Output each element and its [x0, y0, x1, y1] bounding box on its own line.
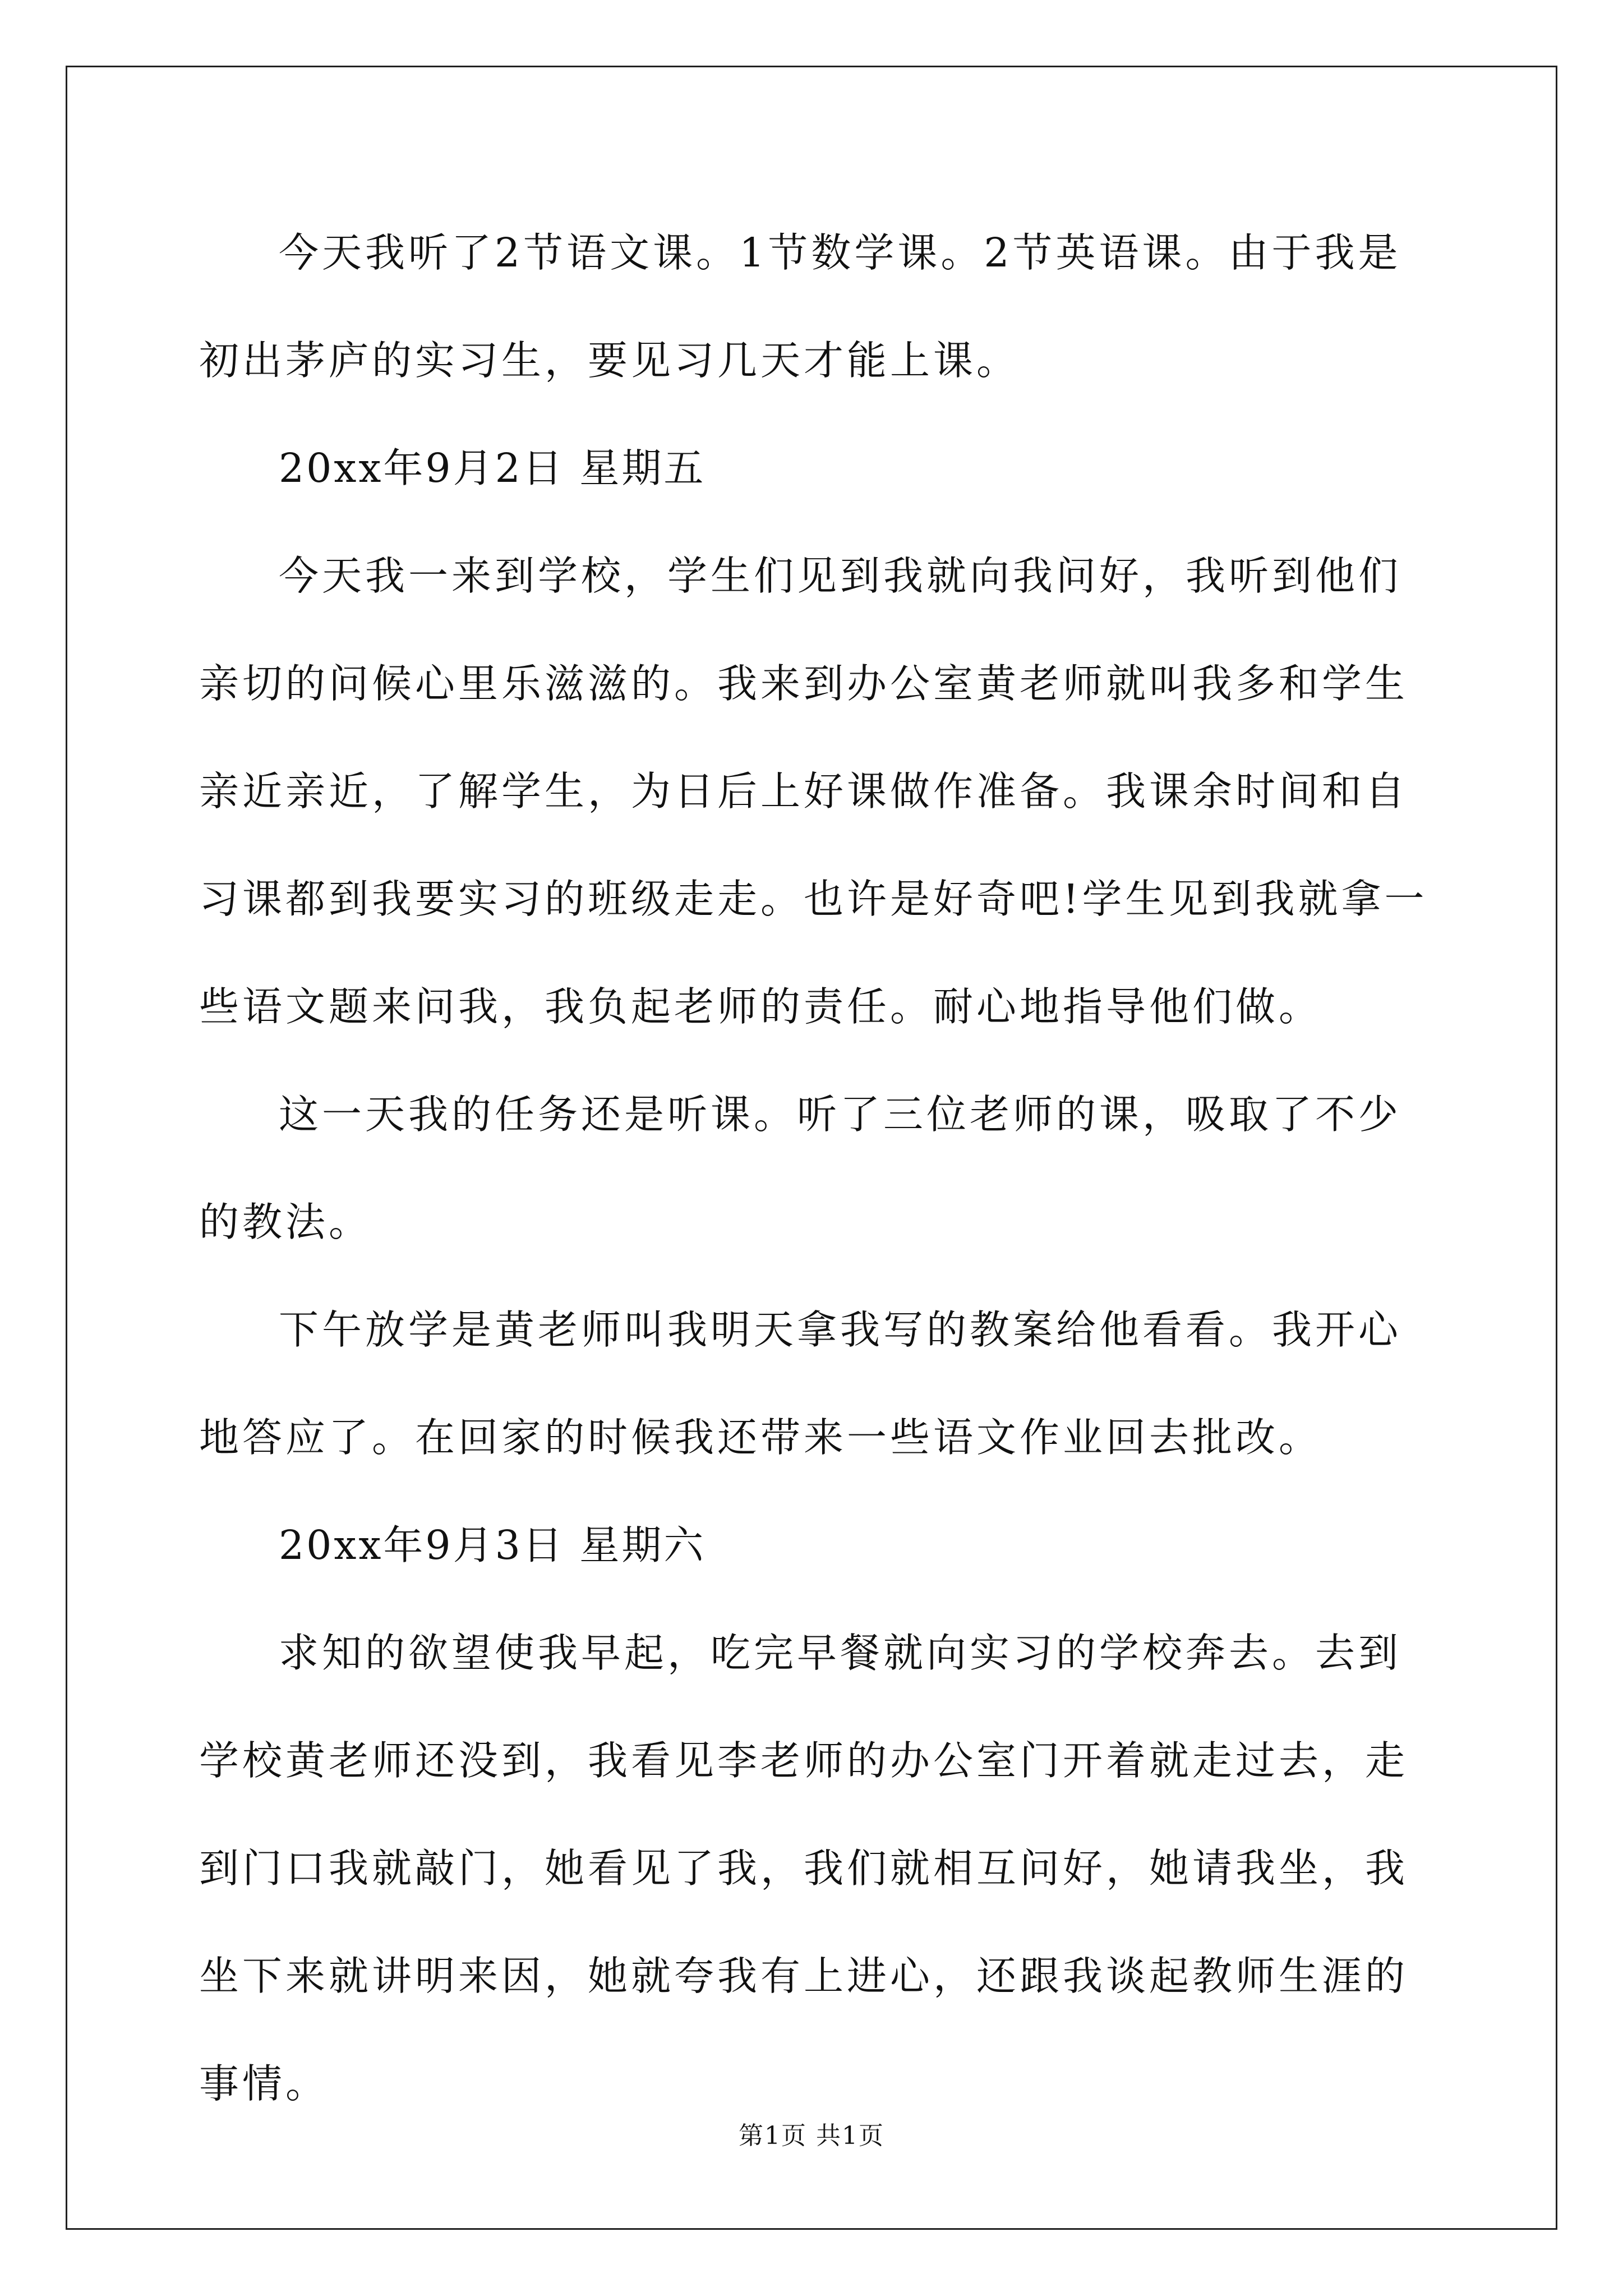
paragraph: 今天我听了2节语文课。1节数学课。2节英语课。由于我是初出茅庐的实习生，要见习几天才能上课。	[199, 229, 1401, 384]
date-heading: 20xx年9月2日 星期五	[279, 445, 706, 491]
paragraph: 这一天我的任务还是听课。听了三位老师的课，吸取了不少的教法。	[199, 1091, 1402, 1245]
date-heading: 20xx年9月3日 星期六	[279, 1522, 706, 1568]
paragraph: 求知的欲望使我早起，吃完早餐就向实习的学校奔去。去到学校黄老师还没到，我看见李老师的办公室门开着就走过去，走到门口我就敲门，她看见了我，我们就相互问好，她请我坐，我坐下来就讲明来因，她就夸我有上进心，还跟我谈起教师生涯的事情。	[199, 1630, 1409, 2107]
paragraph: 今天我一来到学校，学生们见到我就向我问好，我听到他们亲切的问候心里乐滋滋的。我来到办公室黄老师就叫我多和学生亲近亲近，了解学生，为日后上好课做作准备。我课余时间和自习课都到我要实习的班级走走。也许是好奇吧!学生见到我就拿一些语文题来问我，我负起老师的责任。耐心地指导他们做。	[199, 553, 1428, 1030]
paragraph: 下午放学是黄老师叫我明天拿我写的教案给他看看。我开心地答应了。在回家的时候我还带来一些语文作业回去批改。	[199, 1306, 1402, 1461]
page-number: 第1页 共1页	[739, 2122, 884, 2150]
document-body	[199, 199, 1433, 2138]
